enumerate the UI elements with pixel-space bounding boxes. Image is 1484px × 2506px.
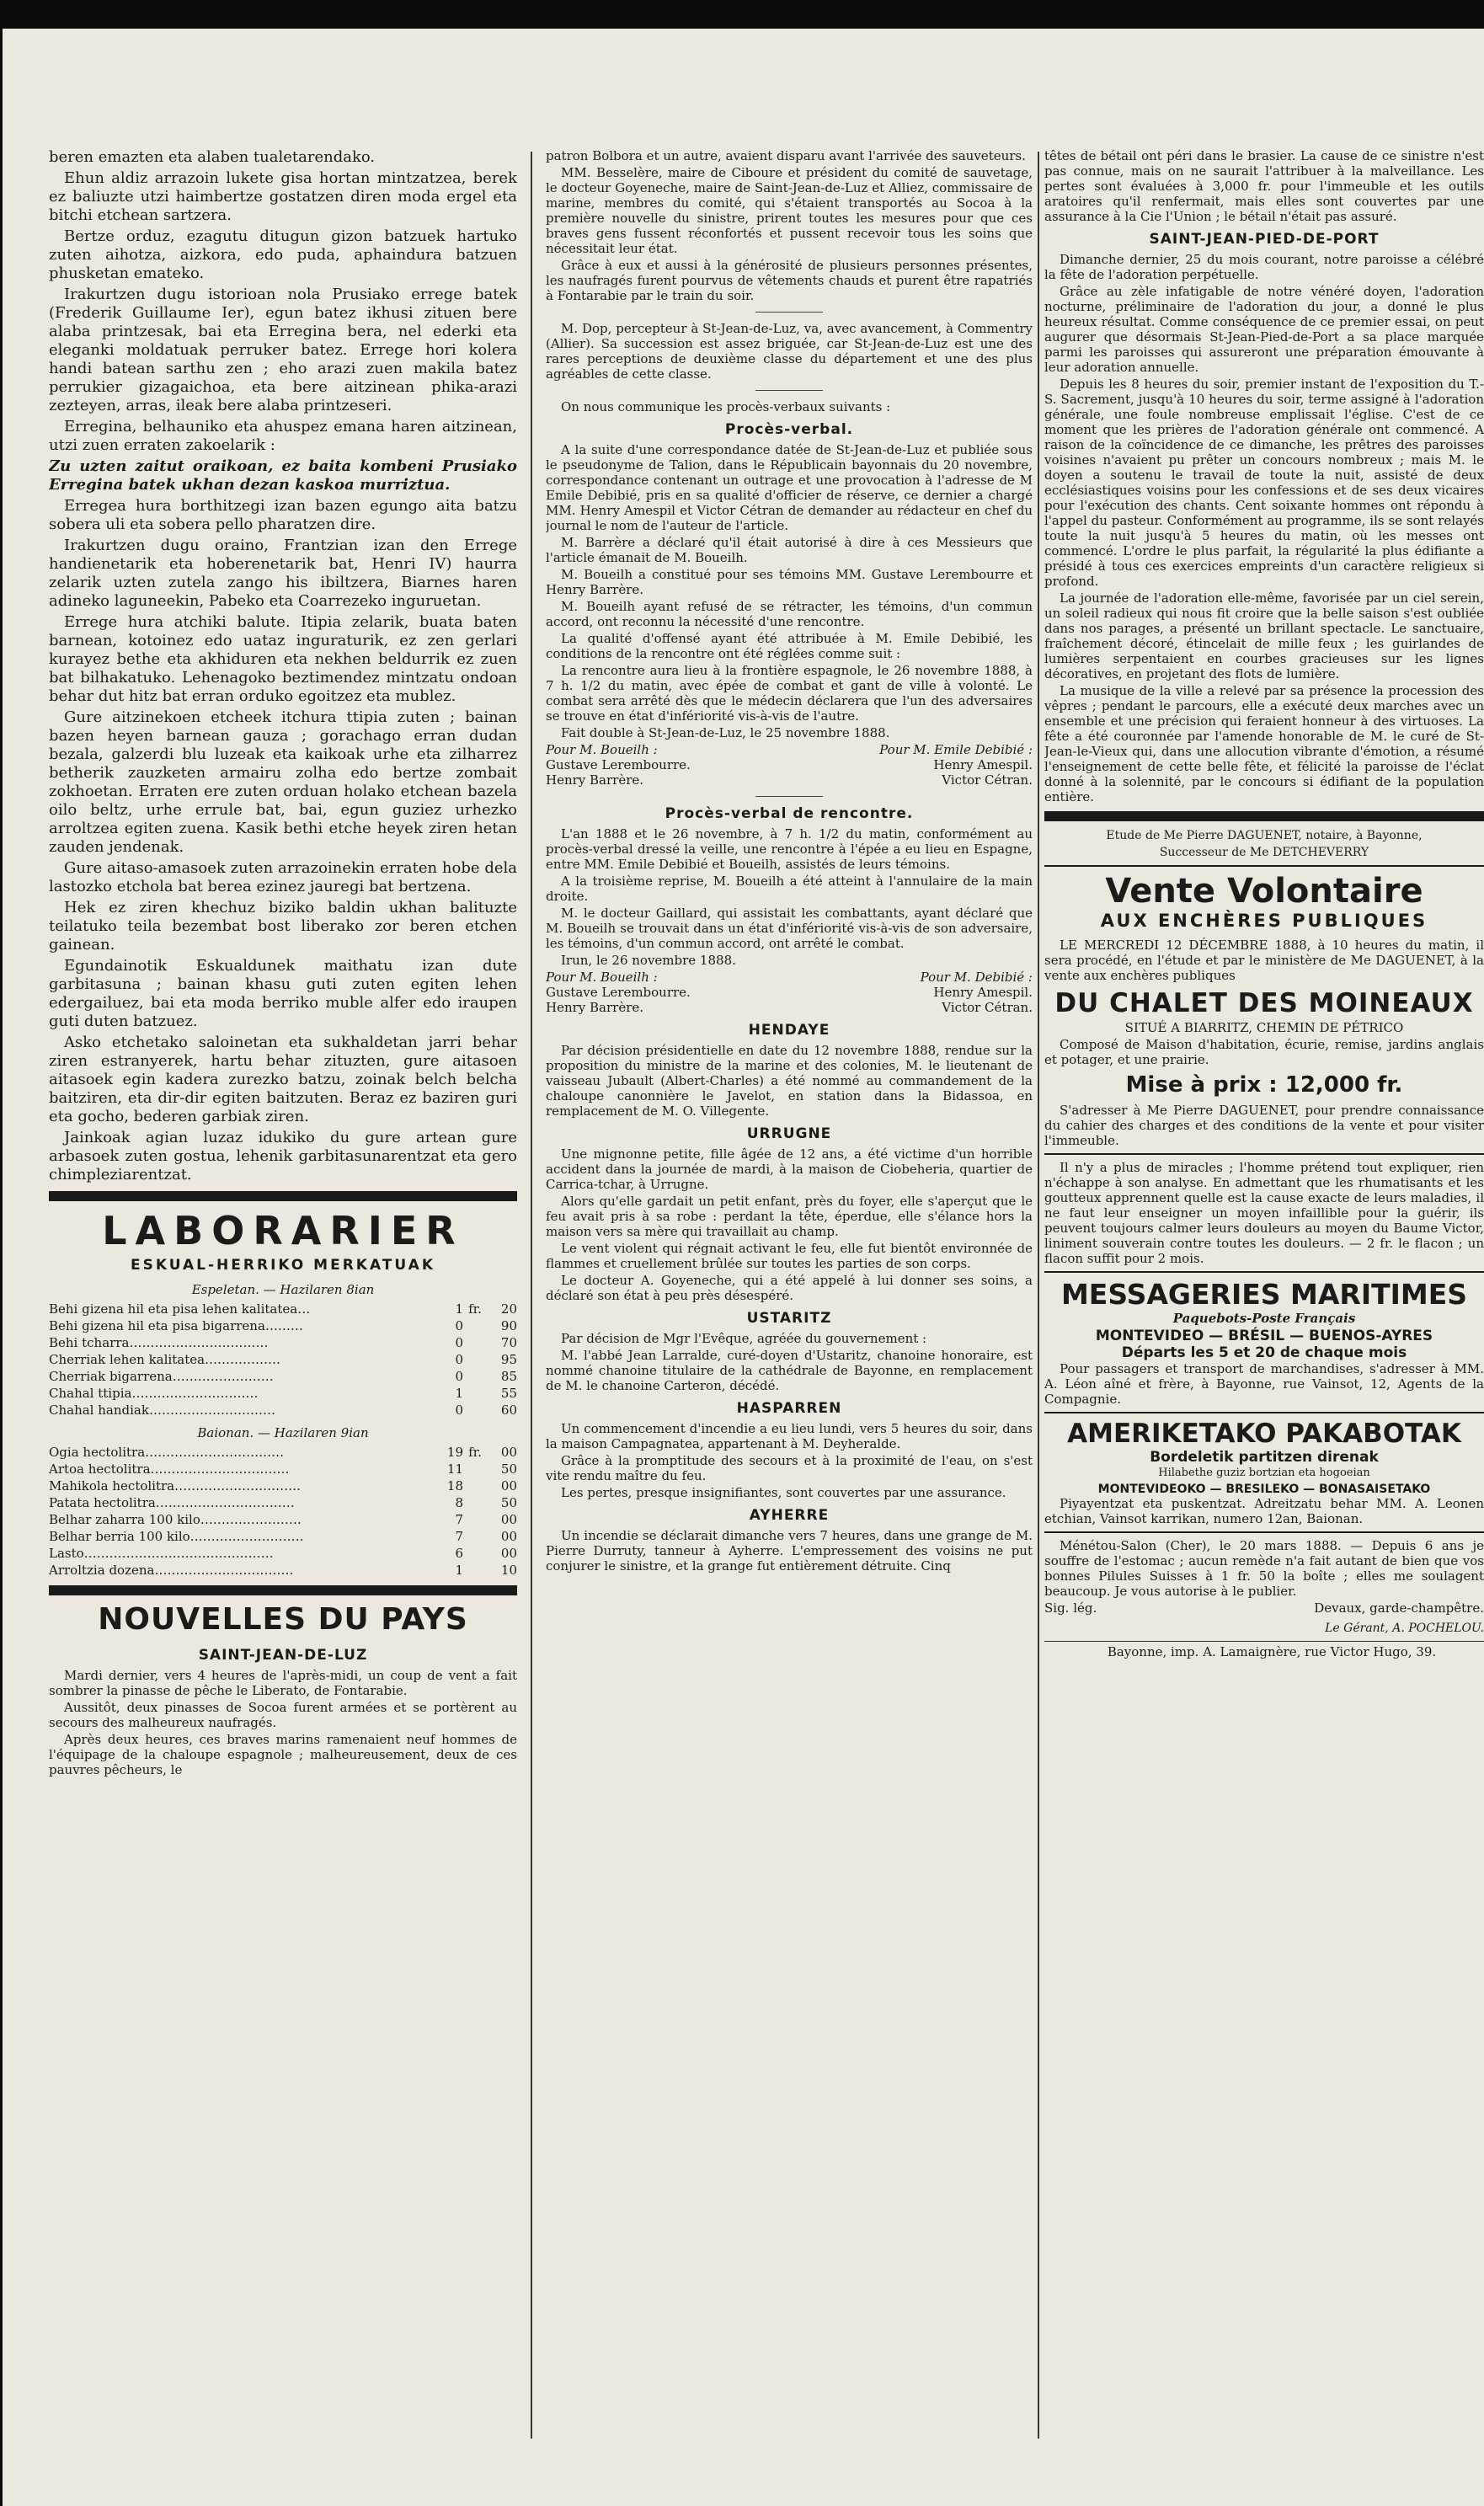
price-cents: 00 bbox=[500, 1529, 517, 1544]
paragraph: Composé de Maison d'habitation, écurie, remise, jardins anglais et potager, et une prairie. bbox=[1044, 1037, 1484, 1067]
price-unit bbox=[463, 1385, 487, 1402]
column-divider bbox=[531, 152, 532, 2439]
rule bbox=[1044, 1153, 1484, 1155]
price-francs: 0 bbox=[455, 1369, 463, 1384]
paragraph: Par décision présidentielle en date du 12 novembre 1888, rendue sur la proposition du ministre de la marine et des colonies, M. le lieutenant de vaisseau Jubault (Albert-Charles) a été nommé au commandement de la chaloupe canonnière le Javelot, en station dans la Bidassoa, en remplacement de M. O. Villegente. bbox=[546, 1043, 1033, 1119]
paragraph: On nous communique les procès-verbaux suivants : bbox=[561, 399, 891, 414]
column-1 bbox=[49, 148, 517, 2455]
messageries-title: MESSAGERIES MARITIMES bbox=[1060, 1278, 1468, 1311]
quote: Zu uzten zaitut oraikoan, ez baita kombeni Prusiako Erregina batek ukhan dezan kaskoa murriztua. bbox=[49, 457, 517, 494]
messageries-subtitle: Paquebots-Poste Français bbox=[1172, 1311, 1356, 1326]
signature-label: Pour M. Boueilh : bbox=[546, 742, 658, 757]
section-heading: SAINT-JEAN-PIED-DE-PORT bbox=[1149, 231, 1380, 248]
price-francs: 7 bbox=[455, 1512, 463, 1527]
price-francs: 18 bbox=[446, 1478, 463, 1493]
paragraph: Gure aitzinekoen etcheek itchura ttipia zuten ; bainan bazen heyen barnean gauza ; gorachago erran dudan bezala, galzerdi blu luzeak eta kaikoak urhe eta zilharrez betherik zauzketen armairu zolha edo bertze zombait zokhoetan. Erraten ere zuten orduan holako etchean bazela oilo beltz, urhe errule bat, bai, egun guziez urhezko arroltzea egiten zuena. Kasik bethi etche heyek ziren hetan zauden jendenak. bbox=[49, 708, 517, 856]
section-rule bbox=[49, 1191, 517, 1201]
amerike-line: Hilabethe guziz bortzian eta hogoeian bbox=[1158, 1467, 1370, 1479]
separator bbox=[755, 390, 823, 391]
price-unit bbox=[463, 1562, 487, 1579]
paragraph: Grâce au zèle infatigable de notre vénéré doyen, l'adoration nocturne, préliminaire de l'adoration du jour, a donné le plus heureux résultat. Comme conséquence de ce premier essai, on peut augurer que désormais St-Jean-Pied-de-Port a sa place marquée parmi les paroisses qui assureront une préparation émouvante à leur adoration annuelle. bbox=[1044, 284, 1484, 375]
signature: Victor Cétran. bbox=[942, 1000, 1033, 1015]
price-item: Chahal handiak………………………… bbox=[49, 1403, 275, 1418]
price-row bbox=[49, 1494, 517, 1511]
price-unit bbox=[463, 1511, 487, 1528]
price-item: Mahikola hectolitra………………………… bbox=[49, 1478, 302, 1493]
signature-block bbox=[1044, 1600, 1484, 1616]
paragraph: Il n'y a plus de miracles ; l'homme prétend tout expliquer, rien n'échappe à son analyse. En admettant que les rhumatisants et les goutteux apprennent quelle est la cause exacte de leurs maladies, il ne faut leur enseigner un moyen infaillible pour la guérir, ils peuvent toujours calmer leurs douleurs au moyen du Baume Victor, liniment souverain contre toutes les douleurs. — 2 fr. le flacon ; un flacon suffit pour 2 mois. bbox=[1044, 1160, 1484, 1266]
price-row bbox=[49, 1385, 517, 1402]
signature-label: Pour M. Debibié : bbox=[920, 970, 1033, 985]
paragraph: Par décision de Mgr l'Evêque, agréée du gouvernement : bbox=[561, 1331, 927, 1346]
vente-title: Vente Volontaire bbox=[1105, 872, 1423, 911]
price-table-espeletan bbox=[49, 1301, 517, 1419]
price-row bbox=[49, 1545, 517, 1562]
rule bbox=[1044, 865, 1484, 867]
separator bbox=[755, 312, 823, 313]
price-unit bbox=[463, 1528, 487, 1545]
price-francs: 0 bbox=[455, 1318, 463, 1333]
price-item: Belhar berria 100 kilo……………………… bbox=[49, 1529, 304, 1544]
signature-label: Pour M. Emile Debibié : bbox=[879, 742, 1033, 757]
aux-encheres: AUX ENCHÈRES PUBLIQUES bbox=[1100, 911, 1428, 931]
paragraph: M. Boueilh a constitué pour ses témoins MM. Gustave Lerembourre et Henry Barrère. bbox=[546, 567, 1033, 597]
paragraph: S'adresser à Me Pierre DAGUENET, pour prendre connaissance du cahier des charges et des conditions de la vente et pour visiter l'immeuble. bbox=[1044, 1103, 1484, 1148]
price-francs: 6 bbox=[455, 1546, 463, 1561]
section-heading: USTARITZ bbox=[746, 1310, 832, 1327]
paragraph: M. Boueilh ayant refusé de se rétracter, les témoins, d'un commun accord, ont reconnu la nécessité d'une rencontre. bbox=[546, 599, 1033, 629]
price-unit bbox=[463, 1334, 487, 1351]
paragraph: A la suite d'une correspondance datée de St-Jean-de-Luz et publiée sous le pseudonyme de Talion, dans le Républicain bayonnais du 20 novembre, correspondance contenant un outrage et une provocation à l'adresse de M Emile Debibié, pris en sa qualité d'officier de réserve, ce dernier a chargé MM. Henry Amespil et Victor Cétran de demander au rédacteur en chef du journal le nom de l'auteur de l'article. bbox=[546, 442, 1033, 533]
paragraph: Irakurtzen dugu istorioan nola Prusiako errege batek (Frederik Guillaume Ier), egun batez ikhusi zituen bere alaba printzesak, bai eta Erregina bera, nel ederki eta eleganki moldatuak perruker batez. Errege hori kolera handi batean sarthu zen ; eho arazi zuen makila batez perrukier gizagaichoa, eta bere aitzinean phika-arazi zezteyen, arras, ileak bere alaba printzeseri. bbox=[49, 286, 517, 414]
amerike-subtitle: Bordeletik partitzen direnak bbox=[1150, 1449, 1379, 1466]
signature: Gustave Lerembourre. bbox=[546, 757, 691, 772]
paragraph: M. Dop, percepteur à St-Jean-de-Luz, va, avec avancement, à Commentry (Allier). Sa succession est assez briguée, car St-Jean-de-Luz est une des rares perceptions de deuxième classe du département et une des plus agréables de cette classe. bbox=[546, 321, 1033, 382]
rule bbox=[1044, 1412, 1484, 1413]
price-row bbox=[49, 1511, 517, 1528]
price-row bbox=[49, 1477, 517, 1494]
paragraph: LE MERCREDI 12 DÉCEMBRE 1888, à 10 heures du matin, il sera procédé, en l'étude et par le ministère de Me DAGUENET, à la vente aux enchères publiques bbox=[1044, 938, 1484, 983]
paragraph: Ménétou-Salon (Cher), le 20 mars 1888. — Depuis 6 ans je souffre de l'estomac ; aucun remède n'a fait autant de bien que vos bonnes Pilules Suisses à 1 fr. 50 la boîte ; elles me soulagent beaucoup. Je vous autorise à le publier. bbox=[1044, 1538, 1484, 1599]
messageries-departures: Départs les 5 et 20 de chaque mois bbox=[1121, 1344, 1407, 1361]
paragraph: Erregina, belhauniko eta ahuspez emana haren aitzinean, utzi zuen erraten zakoelarik : bbox=[49, 418, 517, 454]
section-rule bbox=[49, 1585, 517, 1595]
section-rule bbox=[1044, 811, 1484, 821]
paragraph: têtes de bétail ont péri dans le brasier. La cause de ce sinistre n'est pas connue, mais on ne saurait l'attribuer à la malveillance. Les pertes sont évaluées à 3,000 fr. pour l'immeuble et les outils aratoires qu'il renfermait, mais elles sont couvertes par une assurance à la Cie l'Union ; le bétail n'était pas assuré. bbox=[1044, 148, 1484, 224]
price-item: Chahal ttipia………………………… bbox=[49, 1386, 259, 1401]
paragraph: Un commencement d'incendie a eu lieu lundi, vers 5 heures du soir, dans la maison Campagnatea, appartenant à M. Deyheralde. bbox=[546, 1421, 1033, 1451]
price-cents: 00 bbox=[500, 1546, 517, 1561]
price-item: Cherriak lehen kalitatea……………… bbox=[49, 1352, 281, 1367]
price-item: Cherriak bigarrena…………………… bbox=[49, 1369, 274, 1384]
paragraph: Gure aitaso-amasoek zuten arrazoinekin erraten hobe dela lastozko etchola bat berea ezinez jauregi bat bertzena. bbox=[49, 859, 517, 895]
price-row bbox=[49, 1528, 517, 1545]
signature: Victor Cétran. bbox=[942, 772, 1033, 788]
chalet-subtitle: SITUÉ A BIARRITZ, CHEMIN DE PÉTRICO bbox=[1124, 1020, 1404, 1035]
price-francs: 0 bbox=[455, 1403, 463, 1418]
signature: Gustave Lerembourre. bbox=[546, 985, 691, 1000]
section-heading: AYHERRE bbox=[749, 1507, 830, 1524]
paragraph: M. Barrère a déclaré qu'il était autorisé à dire à ces Messieurs que l'article émanait de M. Boueilh. bbox=[546, 535, 1033, 565]
market-heading: Baionan. — Hazilaren 9ian bbox=[197, 1425, 369, 1440]
price-cents: 00 bbox=[500, 1478, 517, 1493]
price-francs: 7 bbox=[455, 1529, 463, 1544]
paragraph: Aussitôt, deux pinasses de Socoa furent armées et se portèrent au secours des malheureux naufragés. bbox=[49, 1700, 517, 1730]
price-item: Ogia hectolitra…………………………… bbox=[49, 1445, 285, 1460]
price-francs: 19 bbox=[446, 1445, 463, 1460]
signature-block bbox=[546, 742, 1033, 788]
paragraph: A la troisième reprise, M. Boueilh a été atteint à l'annulaire de la main droite. bbox=[546, 874, 1033, 904]
paragraph: La journée de l'adoration elle-même, favorisée par un ciel serein, un soleil radieux qui nous fit croire que la belle saison s'est oubliée dans nos parages, a présenté un brillant spectacle. Le sanctuaire, fraîchement décoré, étincelait de mille feux ; les guirlandes de lumières serpentaient en courbes gracieuses sur les lignes décoratives, en projetant des flots de lumière. bbox=[1044, 590, 1484, 681]
paragraph: La qualité d'offensé ayant été attribuée à M. Emile Debibié, les conditions de la rencontre ont été réglées comme suit : bbox=[546, 631, 1033, 661]
price-item: Belhar zaharra 100 kilo…………………… bbox=[49, 1512, 302, 1527]
price-item: Behi tcharra…………………………… bbox=[49, 1335, 269, 1350]
paragraph: beren emazten eta alaben tualetarendako. bbox=[49, 148, 376, 166]
signature-block bbox=[546, 970, 1033, 1015]
paragraph: Dimanche dernier, 25 du mois courant, notre paroisse a célébré la fête de l'adoration perpétuelle. bbox=[1044, 252, 1484, 282]
gerant: Le Gérant, A. POCHELOU. bbox=[1325, 1622, 1484, 1635]
paragraph: Après deux heures, ces braves marins ramenaient neuf hommes de l'équipage de la chaloupe espagnole ; malheureusement, deux de ces pauvres pêcheurs, le bbox=[49, 1732, 517, 1777]
price-cents: 95 bbox=[500, 1352, 517, 1367]
price-item: Behi gizena hil eta pisa lehen kalitatea… bbox=[49, 1301, 311, 1317]
price-cents: 60 bbox=[500, 1403, 517, 1418]
paragraph: patron Bolbora et un autre, avaient disparu avant l'arrivée des sauveteurs. bbox=[546, 148, 1026, 163]
price-unit bbox=[463, 1317, 487, 1334]
paragraph: Un incendie se déclarait dimanche vers 7 heures, dans une grange de M. Pierre Durruty, tanneur à Ayherre. L'empressement des voisins ne put conjurer le sinistre, et la grange fut entièrement détruite. Cinq bbox=[546, 1528, 1033, 1574]
column-3 bbox=[1044, 148, 1484, 2455]
paragraph: Erregea hura borthitzegi izan bazen egungo aita batzu sobera uli eta sobera pello pharatzen dire. bbox=[49, 497, 517, 533]
price-unit bbox=[463, 1351, 487, 1368]
paragraph: L'an 1888 et le 26 novembre, à 7 h. 1/2 du matin, conformément au procès-verbal dressé la veille, une rencontre à l'épée a eu lieu en Espagne, entre MM. Emile Debibié et Boueilh, assistés de leurs témoins. bbox=[546, 826, 1033, 872]
paragraph: La musique de la ville a relevé par sa présence la procession des vêpres ; pendant le parcours, elle a exécuté deux marches avec un ensemble et une précision qui feraient honneur à des virtuoses. La fête a été couronnée par l'amende honorable de M. le curé de St-Jean-le-Vieux qui, dans une allocution vibrante d'émotion, a résumé l'enseignement de cette belle fête, et félicité la paroisse de l'éclat donné à la solennité, par le concours si édifiant de la population entière. bbox=[1044, 683, 1484, 804]
price-item: Patata hectolitra…………………………… bbox=[49, 1495, 295, 1510]
section-heading: HASPARREN bbox=[736, 1400, 842, 1417]
price-cents: 55 bbox=[500, 1386, 517, 1401]
imprint: Bayonne, imp. A. Lamaignère, rue Victor Hugo, 39. bbox=[1044, 1641, 1484, 1659]
price-cents: 50 bbox=[500, 1495, 517, 1510]
paragraph: Errege hura atchiki balute. Itipia zelarik, buata baten barnean, kotoinez edo uataz inguraturik, ez zen gerlari kurayez bethe eta akhiduren eta nekhen beldurrik ez zuen bat bilhakatuko. Lehenagoko beztimendez mintzatu ondoan behar dut hitz bat erran orduko egoitzez eta mublez. bbox=[49, 613, 517, 705]
messageries-route: MONTEVIDEO — BRÉSIL — BUENOS-AYRES bbox=[1095, 1328, 1433, 1344]
price-row bbox=[49, 1317, 517, 1334]
paragraph: Fait double à St-Jean-de-Luz, le 25 novembre 1888. bbox=[561, 725, 890, 740]
price-cents: 90 bbox=[500, 1318, 517, 1333]
notary-line: Successeur de Me DETCHEVERRY bbox=[1159, 846, 1369, 859]
price-francs: 1 bbox=[455, 1301, 463, 1317]
paragraph: Alors qu'elle gardait un petit enfant, près du foyer, elle s'aperçut que le feu avait pris à sa robe : perdant la tête, éperdue, elle s'élance hors la maison vers sa mère qui travaillait au champ. bbox=[546, 1194, 1033, 1239]
paragraph: Grâce à la promptitude des secours et à la proximité de l'eau, on s'est vite rendu maître du feu. bbox=[546, 1453, 1033, 1483]
chalet-title: DU CHALET DES MOINEAUX bbox=[1054, 988, 1474, 1018]
price-cents: 85 bbox=[500, 1369, 517, 1384]
price-unit bbox=[463, 1477, 487, 1494]
price-cents: 10 bbox=[500, 1563, 517, 1578]
price-cents: 00 bbox=[500, 1445, 517, 1460]
price-francs: 0 bbox=[455, 1352, 463, 1367]
price-row bbox=[49, 1334, 517, 1351]
price-francs: 11 bbox=[446, 1461, 463, 1477]
price-item: Behi gizena hil eta pisa bigarrena……… bbox=[49, 1318, 303, 1333]
notary-line: Etude de Me Pierre DAGUENET, notaire, à Bayonne, bbox=[1106, 829, 1423, 842]
price-cents: 20 bbox=[500, 1301, 517, 1317]
price-row bbox=[49, 1368, 517, 1385]
column-2 bbox=[546, 148, 1033, 2455]
price-francs: 1 bbox=[455, 1386, 463, 1401]
rule bbox=[1044, 1531, 1484, 1533]
signature: Henry Amespil. bbox=[933, 757, 1033, 772]
price-cents: 70 bbox=[500, 1335, 517, 1350]
separator bbox=[755, 796, 823, 797]
price-item: Arroltzia dozena…………………………… bbox=[49, 1563, 294, 1578]
signature: Henry Amespil. bbox=[933, 985, 1033, 1000]
page-top-border bbox=[0, 0, 1484, 29]
paragraph: Depuis les 8 heures du soir, premier instant de l'exposition du T.-S. Sacrement, jusqu'à 10 heures du soir, terme assigné à l'adoration générale, une foule nombreuse emplissait l'église. C'est de ce moment que les prières de l'adoration générale ont commencé. A raison de la coïncidence de ce dimanche, les prêtres des paroisses voisines n'avaient pu prêter un concours nombreux ; mais M. le doyen a soutenu le travail de toute la nuit, assisté de deux ecclésiastiques voisins pour les confessions et de ses deux vicaires pour l'exécution des chants. Cent soixante hommes ont répondu à l'appel du pasteur. Conformément au programme, ils se sont relayés toute la nuit jusqu'à 5 heures du matin, où les messes ont commencé. L'ordre le plus parfait, la régularité la plus édifiante a présidé à tous ces exercices empreints d'un caractère religieux si profond. bbox=[1044, 377, 1484, 589]
paragraph: Mardi dernier, vers 4 heures de l'après-midi, un coup de vent a fait sombrer la pinasse de pêche le Liberato, de Fontarabie. bbox=[49, 1668, 517, 1698]
paragraph: Pour passagers et transport de marchandises, s'adresser à MM. A. Léon aîné et frère, à Bayonne, rue Vainsot, 12, Agents de la Compagnie. bbox=[1044, 1361, 1484, 1407]
section-heading: URRUGNE bbox=[746, 1125, 832, 1142]
paragraph: MM. Besselère, maire de Ciboure et président du comité de sauvetage, le docteur Goyeneche, maire de Saint-Jean-de-Luz et Alliez, commissaire de marine, membres du comité, qui s'étaient transportés au Socoa à la première nouvelle du sinistre, prirent toutes les mesures pour que ces braves gens fussent réconfortés et pussent recevoir tous les soins que nécessitait leur état. bbox=[546, 165, 1033, 256]
market-heading: Espeletan. — Hazilaren 8ian bbox=[191, 1282, 375, 1297]
price-item: Lasto……………………………………… bbox=[49, 1546, 274, 1561]
price-row bbox=[49, 1444, 517, 1461]
section-heading: Procès-verbal de rencontre. bbox=[665, 805, 914, 822]
nouvelles-title: NOUVELLES DU PAYS bbox=[98, 1602, 468, 1637]
merkatuak-subtitle: ESKUAL-HERRIKO MERKATUAK bbox=[130, 1257, 436, 1274]
paragraph: Irakurtzen dugu oraino, Frantzian izan den Errege handienetarik eta hoberenetarik bat, Henri IV) haurra zelarik uzten zutela zango his ibiltzera, Biarnes haren adineko laguneekin, Pabeko eta Coarrezeko inguruetan. bbox=[49, 537, 517, 610]
price-row bbox=[49, 1402, 517, 1419]
page-left-border bbox=[0, 29, 3, 2506]
paragraph: Ehun aldiz arrazoin lukete gisa hortan mintzatzea, berek ez baliuzte utzi haimbertze gostatzen diren moda ergel eta bitchi etchean sartzera. bbox=[49, 169, 517, 224]
price-unit bbox=[463, 1461, 487, 1477]
paragraph: Grâce à eux et aussi à la générosité de plusieurs personnes présentes, les naufragés furent pourvus de vêtements chauds et purent être rapatriés à Fontarabie par le train du soir. bbox=[546, 258, 1033, 303]
paragraph: M. l'abbé Jean Larralde, curé-doyen d'Ustaritz, chanoine honoraire, est nommé chanoine titulaire de la cathédrale de Bayonne, en remplacement de M. le chanoine Carteron, décédé. bbox=[546, 1348, 1033, 1393]
price-francs: 1 bbox=[455, 1563, 463, 1578]
price-unit bbox=[463, 1545, 487, 1562]
amerike-title: AMERIKETAKO PAKABOTAK bbox=[1067, 1419, 1461, 1449]
section-heading: Procès-verbal. bbox=[724, 421, 854, 438]
paragraph: Asko etchetako saloinetan eta sukhaldetan jarri behar ziren estranyerek, hartu behar zituzten, gure aitasoen aitasoek egin kadera zurezko batzu, zoinak belch belcha baitziren, eta dir-dir egiten baitzuten. Beraz ez baziren guri eta gocho, bederen garbiak ziren. bbox=[49, 1034, 517, 1125]
paragraph: Le vent violent qui régnait activant le feu, elle fut bientôt environnée de flammes et cruellement brûlée sur toutes les parties de son corps. bbox=[546, 1241, 1033, 1271]
price-unit bbox=[463, 1494, 487, 1511]
paragraph: M. le docteur Gaillard, qui assistait les combattants, ayant déclaré que M. Boueilh se trouvait dans un état d'infériorité vis-à-vis de son adversaire, les témoins, d'un commun accord, ont arrêté le combat. bbox=[546, 906, 1033, 951]
paragraph: Une mignonne petite, fille âgée de 12 ans, a été victime d'un horrible accident dans la journée de mardi, à la maison de Ciobeheria, quartier de Carrica-tchar, à Urrugne. bbox=[546, 1146, 1033, 1192]
price-row bbox=[49, 1351, 517, 1368]
paragraph: Egundainotik Eskualdunek maithatu izan dute garbitasuna ; bainan khasu guti zuten egiten lehen edergailuez, bai eta moda berriko muble alfer edo iraupen guti duten batzuez. bbox=[49, 957, 517, 1030]
price-table-baionan bbox=[49, 1444, 517, 1579]
price-unit bbox=[463, 1368, 487, 1385]
price-cents: 00 bbox=[500, 1512, 517, 1527]
price-francs: 0 bbox=[455, 1335, 463, 1350]
paragraph: Bertze orduz, ezagutu ditugun gizon batzuek hartuko zuten aihotza, aizkora, edo puda, aphaindura batzuen phusketan emateko. bbox=[49, 227, 517, 282]
signature: Henry Barrère. bbox=[546, 1000, 644, 1015]
paragraph: Hek ez ziren khechuz biziko baldin ukhan balituzte teilatuko teila bezembat bost liberako zor beren etchen gainean. bbox=[49, 899, 517, 954]
column-divider bbox=[1038, 152, 1039, 2439]
paragraph: Les pertes, presque insignifiantes, sont couvertes par une assurance. bbox=[561, 1485, 1006, 1500]
section-heading: SAINT-JEAN-DE-LUZ bbox=[198, 1647, 368, 1664]
mise-a-prix: Mise à prix : 12,000 fr. bbox=[1125, 1072, 1403, 1098]
paragraph: Jainkoak agian luzaz idukiko du gure artean gure arbasoek zuten gostua, lehenik garbitasunarentzat eta gero chimpleziarentzat. bbox=[49, 1129, 517, 1184]
signature: Devaux, garde-champêtre. bbox=[1314, 1600, 1484, 1616]
price-cents: 50 bbox=[500, 1461, 517, 1477]
price-francs: 8 bbox=[455, 1495, 463, 1510]
price-row bbox=[49, 1301, 517, 1317]
paragraph: Irun, le 26 novembre 1888. bbox=[561, 953, 736, 968]
price-item: Artoa hectolitra…………………………… bbox=[49, 1461, 290, 1477]
paragraph: Piyayentzat eta puskentzat. Adreitzatu behar MM. A. Leonen etchian, Vainsot karrikan, numero 12an, Baionan. bbox=[1044, 1496, 1484, 1526]
price-row bbox=[49, 1562, 517, 1579]
signature: Henry Barrère. bbox=[546, 772, 644, 788]
price-row bbox=[49, 1461, 517, 1477]
signature-label: Sig. lég. bbox=[1044, 1600, 1097, 1616]
signature-label: Pour M. Boueilh : bbox=[546, 970, 658, 985]
paragraph: Le docteur A. Goyeneche, qui a été appelé à lui donner ses soins, a déclaré son état à peu près désespéré. bbox=[546, 1273, 1033, 1303]
price-unit: fr. bbox=[468, 1445, 482, 1460]
laborarier-title: LABORARIER bbox=[102, 1208, 464, 1253]
price-unit: fr. bbox=[468, 1301, 482, 1317]
section-heading: HENDAYE bbox=[748, 1022, 830, 1039]
amerike-route: MONTEVIDEOKO — BRESILEKO — BONASAISETAKO bbox=[1097, 1483, 1431, 1496]
rule bbox=[1044, 1271, 1484, 1273]
paragraph: La rencontre aura lieu à la frontière espagnole, le 26 novembre 1888, à 7 h. 1/2 du matin, avec épée de combat et gant de ville à volonté. Le combat sera arrêté dès que le médecin déclarera que l'un des adversaires se trouve en état d'infériorité vis-à-vis de l'autre. bbox=[546, 663, 1033, 724]
price-unit bbox=[463, 1402, 487, 1419]
